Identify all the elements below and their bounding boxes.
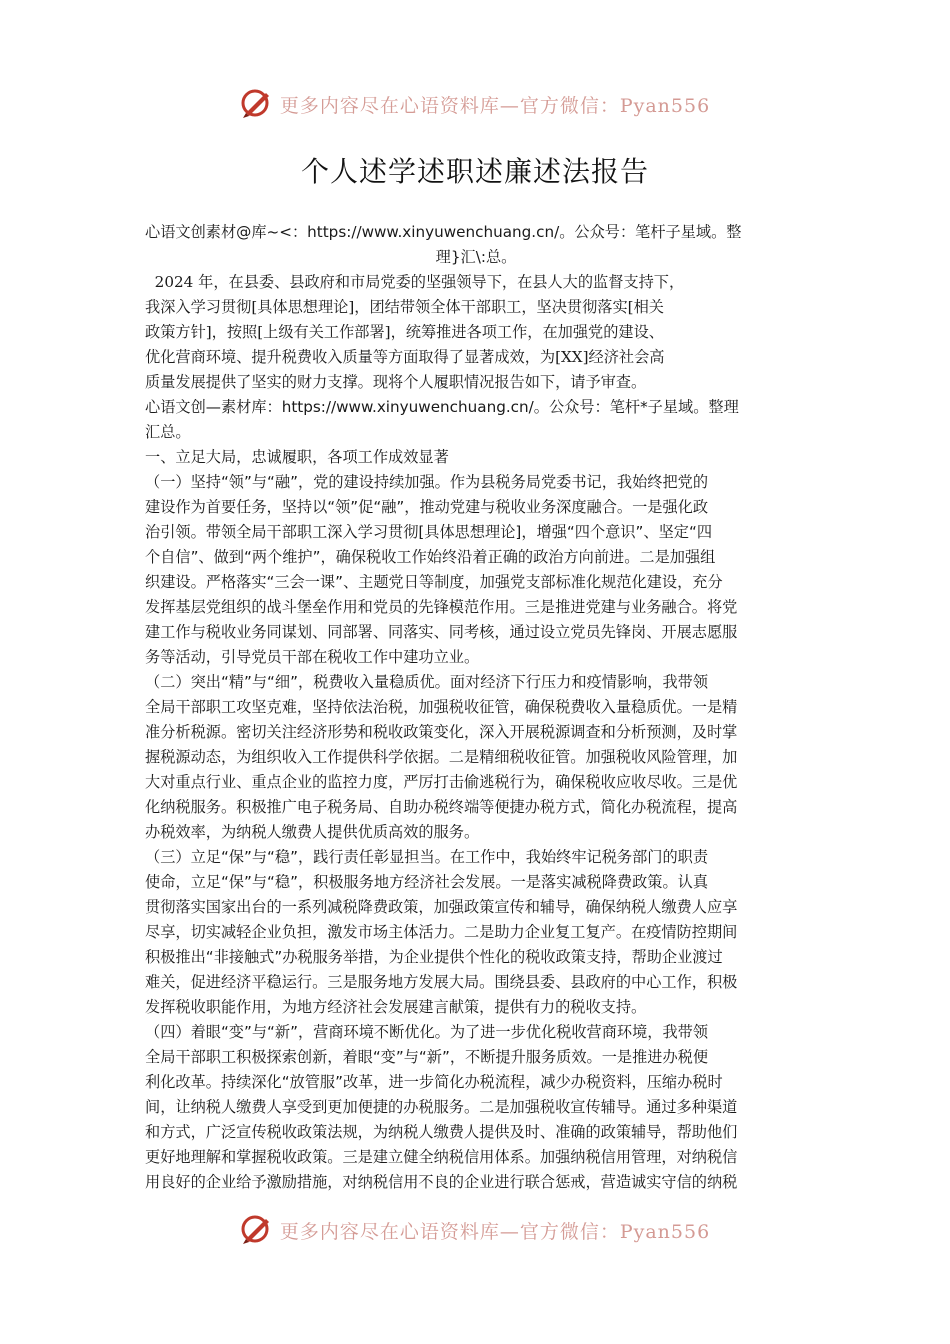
text-line: 心语文创—素材库：https://www.xinyuwenchuang.cn/。公众号：笔杆*子星域。整理 — [145, 398, 739, 416]
text-line: 化纳税服务。积极推广电子税务局、自助办税终端等便捷办税方式，简化办税流程，提高 — [145, 798, 738, 816]
brush-logo-icon — [240, 1213, 274, 1247]
text-line: 个自信”、做到“两个维护”，确保税收工作始终沿着正确的政治方向前进。二是加强组 — [145, 548, 716, 566]
text-line: 大对重点行业、重点企业的监控力度，严厉打击偷逃税行为，确保税收应收尽收。三是优 — [145, 773, 738, 791]
text-line: 2024 年，在县委、县政府和市局党委的坚强领导下，在县人大的监督支持下， — [145, 273, 685, 291]
text-line: 准分析税源。密切关注经济形势和税收政策变化，深入开展税源调查和分析预测，及时掌 — [145, 723, 738, 741]
document-title: 个人述学述职述廉述法报告 — [300, 155, 649, 188]
text-line: 积极推出“非接触式”办税服务举措，为企业提供个性化的税收政策支持，帮助企业渡过 — [145, 948, 723, 966]
text-line: 间，让纳税人缴费人享受到更加便捷的办税服务。二是加强税收宣传辅导。通过多种渠道 — [145, 1098, 738, 1116]
text-line: 治引领。带领全局干部职工深入学习贯彻[具体思想理论]，增强“四个意识”、坚定“四 — [145, 523, 713, 541]
text-line: （三）立足“保”与“稳”，践行责任彰显担当。在工作中，我始终牢记税务部门的职责 — [145, 848, 709, 866]
text-line: 全局干部职工积极探索创新，着眼“变”与“新”，不断提升服务质效。一是推进办税便 — [145, 1048, 709, 1066]
text-line: 汇总。 — [145, 423, 191, 441]
text-line: 利化改革。持续深化“放管服”改革，进一步简化办税流程，减少办税资料，压缩办税时 — [145, 1073, 723, 1091]
text-line: 质量发展提供了坚实的财力支撑。现将个人履职情况报告如下，请予审查。 — [145, 373, 647, 391]
text-line: 我深入学习贯彻[具体思想理论]，团结带领全体干部职工，坚决贯彻落实[相关 — [145, 298, 664, 316]
document-body — [145, 220, 807, 1195]
text-line: 发挥税收职能作用，为地方经济社会发展建言献策，提供有力的税收支持。 — [145, 998, 647, 1016]
text-line: 使命，立足“保”与“稳”，积极服务地方经济社会发展。一是落实减税降费政策。认真 — [145, 873, 709, 891]
text-line: 优化营商环境、提升税费收入质量等方面取得了显著成效，为[XX]经济社会高 — [145, 348, 665, 366]
section-heading: 一、立足大局，忠诚履职，各项工作成效显著 — [145, 448, 449, 466]
text-line: 尽享，切实减轻企业负担，激发市场主体活力。二是助力企业复工复产。在疫情防控期间 — [145, 923, 738, 941]
text-line: 难关，促进经济平稳运行。三是服务地方发展大局。围绕县委、县政府的中心工作，积极 — [145, 973, 738, 991]
text-line: （一）坚持“领”与“融”，党的建设持续加强。作为县税务局党委书记，我始终把党的 — [145, 473, 709, 491]
footer-watermark-banner — [0, 1210, 950, 1250]
text-line: 织建设。严格落实“三会一课”、主题党日等制度，加强党支部标准化规范化建设，充分 — [145, 573, 723, 591]
text-line: 和方式，广泛宣传税收政策法规，为纳税人缴费人提供及时、准确的政策辅导，帮助他们 — [145, 1123, 738, 1141]
text-line: 握税源动态，为组织收入工作提供科学依据。二是精细税收征管。加强税收风险管理，加 — [145, 748, 738, 766]
header-watermark-banner — [0, 84, 950, 124]
text-line: （四）着眼“变”与“新”，营商环境不断优化。为了进一步优化税收营商环境，我带领 — [145, 1023, 709, 1041]
brush-logo-icon — [240, 87, 274, 121]
text-line: 理}汇\:总。 — [435, 248, 517, 266]
text-line: （二）突出“精”与“细”，税费收入量稳质优。面对经济下行压力和疫情影响，我带领 — [145, 673, 709, 691]
text-line: 贯彻落实国家出台的一系列减税降费政策，加强政策宣传和辅导，确保纳税人缴费人应享 — [145, 898, 738, 916]
text-line: 务等活动，引导党员干部在税收工作中建功立业。 — [145, 648, 480, 666]
text-line: 全局干部职工攻坚克难，坚持依法治税，加强税收征管，确保税费收入量稳质优。一是精 — [145, 698, 738, 716]
text-line: 用良好的企业给予激励措施，对纳税信用不良的企业进行联合惩戒，营造诚实守信的纳税 — [145, 1173, 738, 1191]
footer-watermark-text: 更多内容尽在心语资料库—官方微信：Pyan556 — [279, 1220, 711, 1243]
header-watermark-text: 更多内容尽在心语资料库—官方微信：Pyan556 — [279, 94, 711, 117]
text-line: 发挥基层党组织的战斗堡垒作用和党员的先锋模范作用。三是推进党建与业务融合。将党 — [145, 598, 738, 616]
text-line: 建工作与税收业务同谋划、同部署、同落实、同考核，通过设立党员先锋岗、开展志愿服 — [145, 623, 738, 641]
text-line: 建设作为首要任务，坚持以“领”促“融”，推动党建与税收业务深度融合。一是强化政 — [145, 498, 709, 516]
text-line: 办税效率，为纳税人缴费人提供优质高效的服务。 — [145, 823, 480, 841]
text-line: 更好地理解和掌握税收政策。三是建立健全纳税信用体系。加强纳税信用管理，对纳税信 — [145, 1148, 738, 1166]
text-line: 政策方针]，按照[上级有关工作部署]，统筹推进各项工作，在加强党的建设、 — [145, 323, 664, 341]
text-line: 心语文创素材@库~<：https://www.xinyuwenchuang.cn/。公众号：笔杆子星域。整 — [145, 223, 742, 241]
